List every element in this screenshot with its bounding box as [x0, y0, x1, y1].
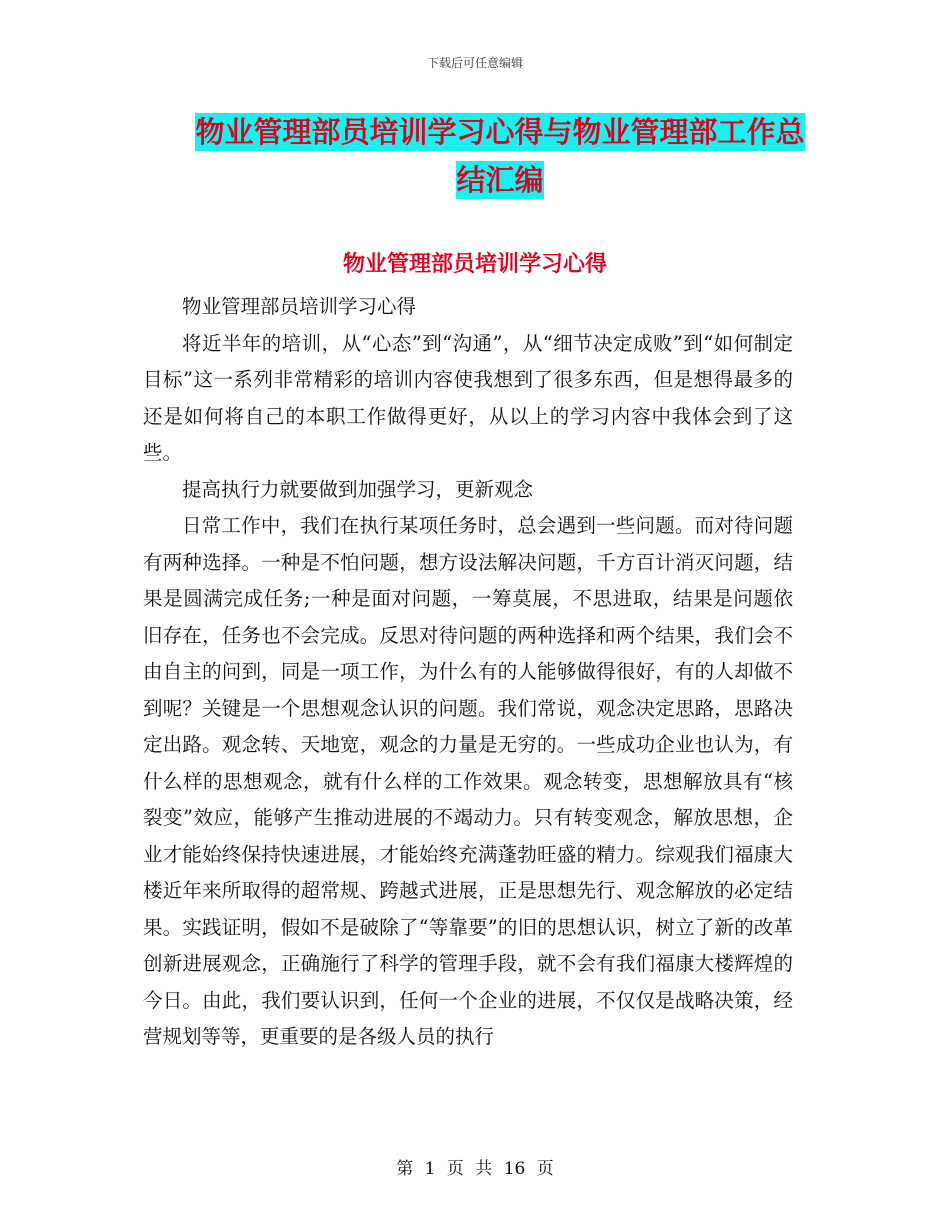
body-paragraph: 日常工作中，我们在执行某项任务时，总会遇到一些问题。而对待问题有两种选择。一种是不怕问题，想方设法解决问题，千方百计消灭问题，结果是圆满完成任务;一种是面对问题，一筹莫展，不思进取，结果是问题依旧存在，任务也不会完成。反思对待问题的两种选择和两个结果，我们会不由自主的问到，同是一项工作，为什么有的人能够做得很好，有的人却做不到呢？关键是一个思想观念认识的问题。我们常说，观念决定思路，思路决定出路。观念转、天地宽，观念的力量是无穷的。一些成功企业也认为，有什么样的思想观念，就有什么样的工作效果。观念转变，思想解放具有“核裂变”效应，能够产生推动进展的不竭动力。只有转变观念，解放思想，企业才能始终保持快速进展，才能始终充满蓬勃旺盛的精力。综观我们福康大楼近年来所取得的超常规、跨越式进展，正是思想先行、观念解放的必定结果。实践证明，假如不是破除了“等靠要”的旧的思想认识，树立了新的改革创新进展观念，正确施行了科学的管理手段，就不会有我们福康大楼辉煌的今日。由此，我们要认识到，任何一个企业的进展，不仅仅是战略决策，经营规划等等，更重要的是各级人员的执行 — [143, 514, 793, 1048]
body-paragraph: 将近半年的培训，从“心态”到“沟通”，从“细节决定成败”到“如何制定目标”这一系列非常精彩的培训内容使我想到了很多东西，但是想得最多的还是如何将自己的本职工作做得更好，从以上的学习内容中我体会到了这些。 — [143, 331, 793, 464]
body-paragraph: 提高执行力就要做到加强学习，更新观念 — [182, 477, 534, 501]
page-footer: 第 1 页 共 16 页 — [396, 1159, 554, 1179]
page-header-note: 下载后可任意编辑 — [426, 56, 523, 70]
body-paragraph: 物业管理部员培训学习心得 — [182, 295, 417, 318]
section-title: 物业管理部员培训学习心得 — [342, 252, 607, 277]
document-body — [143, 289, 793, 1056]
document-title — [190, 108, 810, 204]
document-title-text: 物业管理部员培训学习心得与物业管理部工作总结汇编 — [195, 115, 805, 197]
